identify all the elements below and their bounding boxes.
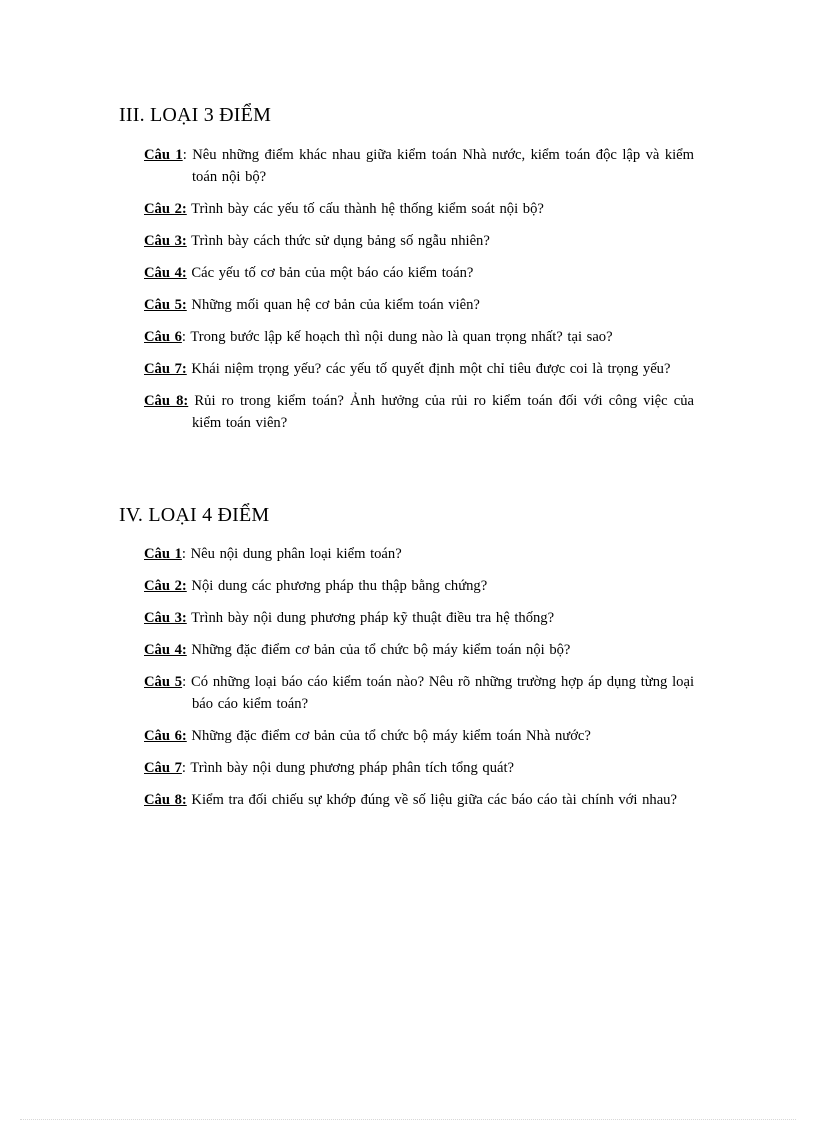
question-text: Trình bày nội dung phương pháp phân tích tổng quát? [190, 760, 514, 776]
question-text: Trong bước lập kế hoạch thì nội dung nào là quan trọng nhất? tại sao? [190, 329, 613, 345]
question-item [144, 198, 694, 220]
question-label: Câu 4: [144, 265, 187, 281]
question-separator: : [181, 546, 191, 562]
question-label: Câu 8: [144, 792, 187, 808]
question-text: Nội dung các phương pháp thu thập bằng chứng? [191, 578, 488, 594]
question-text: Nêu những điểm khác nhau giữa kiểm toán Nhà nước, kiểm toán độc lập và kiểm toán nội bộ? [192, 147, 695, 185]
question-item [144, 144, 694, 188]
question-item [144, 725, 694, 747]
question-label: Câu 3: [144, 610, 187, 626]
question-item [144, 262, 694, 284]
question-item [144, 390, 694, 434]
question-text: Kiểm tra đối chiếu sự khớp đúng về số liệu giữa các báo cáo tài chính với nhau? [191, 792, 677, 808]
question-item [144, 543, 694, 565]
question-label: Câu 2: [144, 201, 187, 217]
question-text: Có những loại báo cáo kiểm toán nào? Nêu rõ những trường hợp áp dụng từng loại báo cáo kiểm toán? [191, 674, 695, 712]
question-separator: : [181, 760, 191, 776]
question-text: Các yếu tố cơ bản của một báo cáo kiểm toán? [191, 265, 474, 281]
question-label: Câu 5: [144, 297, 187, 313]
section-title: IV. LOẠI 4 ĐIỂM [119, 504, 270, 526]
page-bottom-divider [20, 1119, 796, 1120]
question-text: Trình bày nội dung phương pháp kỹ thuật điều tra hệ thống? [191, 610, 555, 626]
question-text: Khái niệm trọng yếu? các yếu tố quyết định một chỉ tiêu được coi là trọng yếu? [191, 361, 671, 377]
question-label: Câu 5 [144, 674, 183, 690]
question-text: Những đặc điểm cơ bản của tổ chức bộ máy kiểm toán Nhà nước? [191, 728, 591, 744]
question-item [144, 607, 694, 629]
question-item [144, 230, 694, 252]
question-separator: : [181, 329, 191, 345]
question-item [144, 358, 694, 380]
question-label: Câu 7 [144, 760, 182, 776]
question-item [144, 671, 694, 715]
question-label: Câu 3: [144, 233, 187, 249]
question-text: Trình bày các yếu tố cấu thành hệ thống kiểm soát nội bộ? [191, 201, 544, 217]
question-separator: : [182, 674, 191, 690]
question-item [144, 326, 694, 348]
question-item [144, 294, 694, 316]
question-item [144, 575, 694, 597]
question-text: Trình bày cách thức sử dụng bảng số ngẫu nhiên? [191, 233, 490, 249]
question-label: Câu 2: [144, 578, 187, 594]
question-item [144, 639, 694, 661]
question-text: Nêu nội dung phân loại kiểm toán? [190, 546, 402, 562]
question-list [144, 543, 694, 821]
question-label: Câu 1 [144, 147, 183, 163]
question-label: Câu 8: [144, 393, 189, 409]
question-item [144, 789, 694, 811]
question-label: Câu 6 [144, 329, 182, 345]
question-text: Những mối quan hệ cơ bản của kiểm toán viên? [191, 297, 480, 313]
question-label: Câu 4: [144, 642, 187, 658]
question-label: Câu 6: [144, 728, 187, 744]
question-label: Câu 7: [144, 361, 187, 377]
section-title: III. LOẠI 3 ĐIỂM [119, 104, 272, 126]
question-text: Rủi ro trong kiểm toán? Ảnh hưởng của rủi ro kiểm toán đối với công việc của kiểm toán viên? [192, 393, 694, 431]
question-text: Những đặc điểm cơ bản của tổ chức bộ máy kiểm toán nội bộ? [191, 642, 571, 658]
question-label: Câu 1 [144, 546, 182, 562]
question-item [144, 757, 694, 779]
question-list [144, 144, 694, 444]
question-separator: : [182, 147, 193, 163]
